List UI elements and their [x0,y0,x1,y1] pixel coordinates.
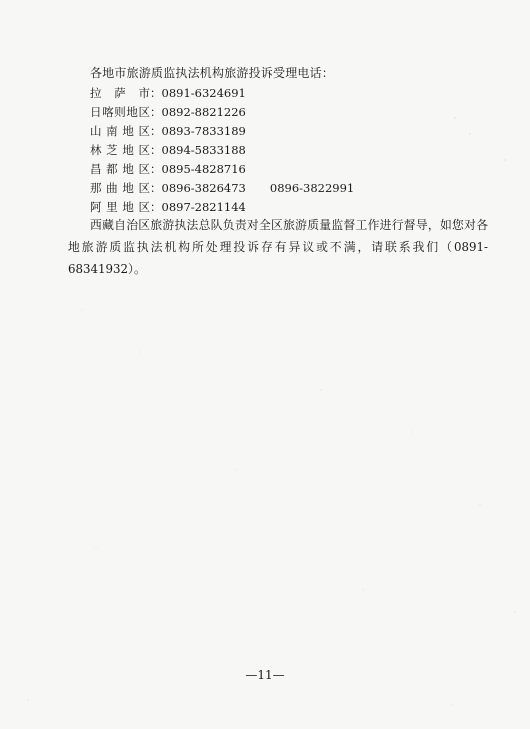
contact-list [90,84,354,217]
phone-number: 0895-4828716 [161,162,246,176]
phone-number: 0892-8821226 [161,105,246,119]
contact-row [90,103,354,122]
colon: ： [150,86,162,100]
region-name: 日喀则地区 [90,105,150,119]
region-name: 拉 萨 市 [90,86,150,100]
region-name: 阿里地区 [90,200,150,214]
colon: ： [150,162,162,176]
colon: ： [150,124,162,138]
colon: ： [150,181,162,195]
phone-number: 0896-3826473 [161,181,246,195]
contact-row [90,179,354,198]
phone-number: 0894-5833188 [161,143,246,157]
phone-number: 0897-2821144 [161,200,246,214]
colon: ： [150,143,162,157]
region-name: 山南地区 [90,124,150,138]
contacts-heading: 各地市旅游质监执法机构旅游投诉受理电话： [90,66,335,80]
contact-row [90,122,354,141]
phone-number: 0891-6324691 [161,86,246,100]
region-name: 昌都地区 [90,162,150,176]
contact-row [90,160,354,179]
page-number: —11— [245,668,285,682]
contact-row [90,84,354,103]
contact-row [90,141,354,160]
phone-number-secondary: 0896-3822991 [269,181,355,195]
region-name: 那曲地区 [90,181,150,195]
colon: ： [150,105,162,119]
supervision-paragraph: 西藏自治区旅游执法总队负责对全区旅游质量监督工作进行督导，如您对各地旅游质监执法机构所处理投诉存有异议或不满，请联系我们（0891-68341932）。 [68,218,488,276]
region-name: 林芝地区 [90,143,150,157]
colon: ： [150,200,162,214]
phone-number: 0893-7833189 [161,124,246,138]
